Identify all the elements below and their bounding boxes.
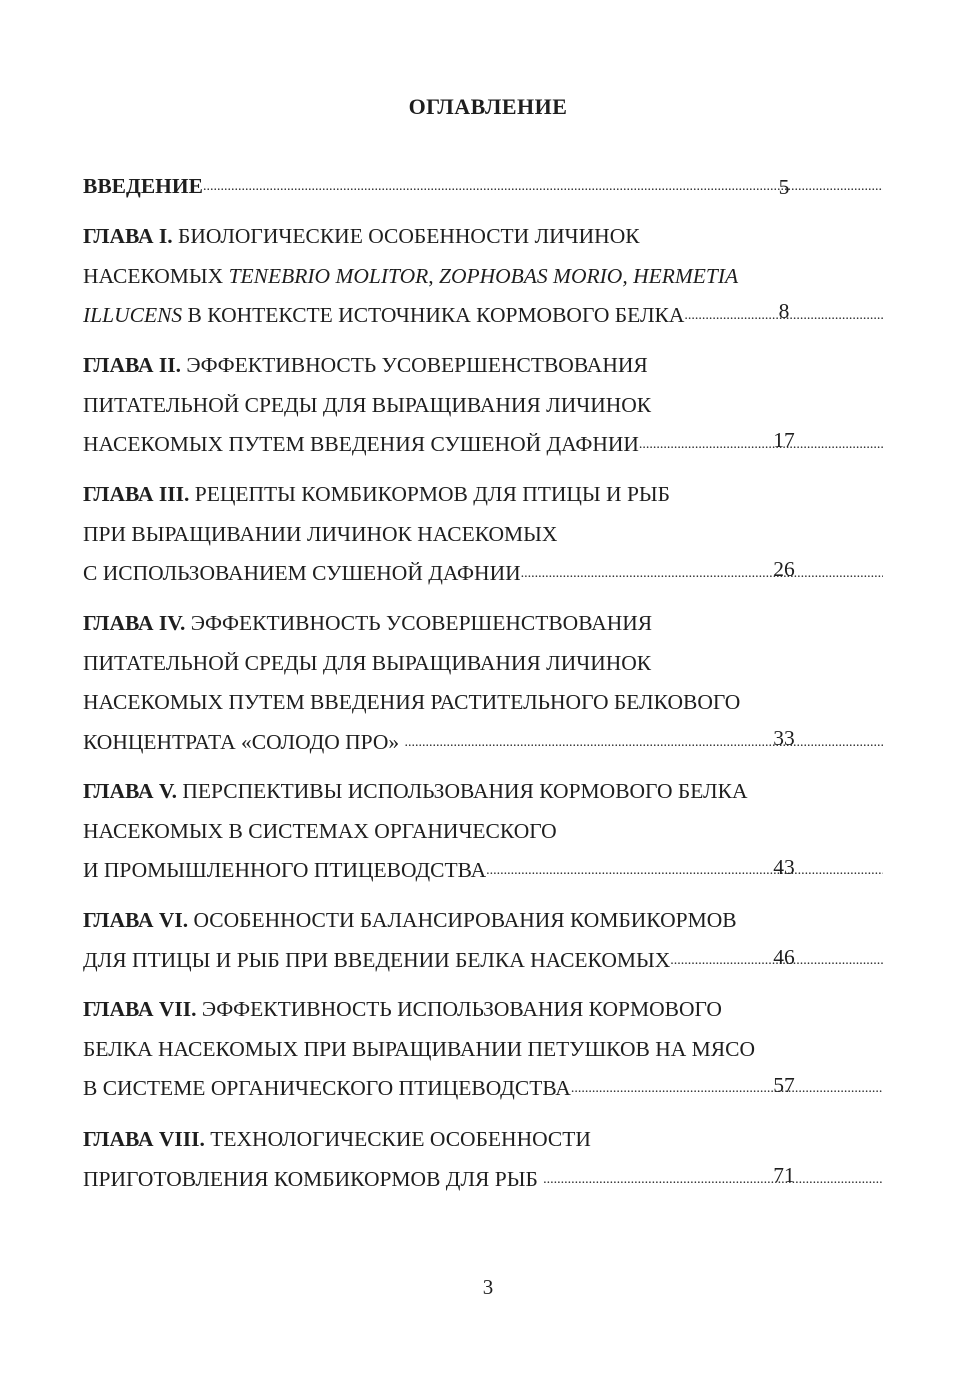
entry-text: ПИТАТЕЛЬНОЙ СРЕДЫ ДЛЯ ВЫРАЩИВАНИЯ ЛИЧИНОК <box>83 650 652 675</box>
page-ref: 17 <box>773 428 795 452</box>
entry-text: БЕЛКА НАСЕКОМЫХ ПРИ ВЫРАЩИВАНИИ ПЕТУШКОВ НА МЯСО <box>83 1036 755 1061</box>
entry-text: В КОНТЕКСТЕ ИСТОЧНИКА КОРМОВОГО БЕЛКА <box>182 303 685 327</box>
entry-text: ПЕРСПЕКТИВЫ ИСПОЛЬЗОВАНИЯ КОРМОВОГО БЕЛКА <box>177 779 748 803</box>
entry-text: БИОЛОГИЧЕСКИЕ ОСОБЕННОСТИ ЛИЧИНОК <box>172 224 640 248</box>
entry-label: ГЛАВА III. <box>83 482 190 506</box>
toc-entry-chapter-7[interactable] <box>83 990 883 1109</box>
toc-entry-chapter-4[interactable] <box>83 604 883 762</box>
leader-dots <box>486 851 883 891</box>
entry-label: ГЛАВА VIII. <box>83 1127 205 1151</box>
entry-text: ОСОБЕННОСТИ БАЛАНСИРОВАНИЯ КОМБИКОРМОВ <box>188 908 737 932</box>
entry-label: ГЛАВА I. <box>83 224 173 248</box>
leader-dots <box>543 1160 883 1200</box>
entry-text: НАСЕКОМЫХ В СИСТЕМАХ ОРГАНИЧЕСКОГО <box>83 818 557 843</box>
toc-title: ОГЛАВЛЕНИЕ <box>408 94 568 119</box>
entry-text: ЭФФЕКТИВНОСТЬ ИСПОЛЬЗОВАНИЯ КОРМОВОГО <box>196 997 722 1021</box>
entry-text: С ИСПОЛЬЗОВАНИЕМ СУШЕНОЙ ДАФНИИ <box>83 561 521 585</box>
species-name: ZOPHOBAS MORIO, HERMETIA <box>439 263 739 288</box>
toc-entry-chapter-3[interactable] <box>83 475 883 594</box>
page-ref: 33 <box>773 726 795 750</box>
page-ref: 46 <box>773 945 795 969</box>
entry-text: ЭФФЕКТИВНОСТЬ УСОВЕРШЕНСТВОВАНИЯ <box>180 353 648 377</box>
entry-text: НАСЕКОМЫХ <box>83 263 229 288</box>
species-name: TENEBRIO MOLITOR <box>228 263 429 288</box>
entry-text: РЕЦЕПТЫ КОМБИКОРМОВ ДЛЯ ПТИЦЫ И РЫБ <box>189 482 670 506</box>
toc-entry-chapter-8[interactable] <box>83 1120 883 1199</box>
leader-dots <box>639 425 883 465</box>
toc-entry-introduction[interactable] <box>83 167 883 207</box>
leader-dots <box>405 723 883 763</box>
page-ref: 57 <box>773 1073 795 1097</box>
entry-label: ГЛАВА VII. <box>83 997 197 1021</box>
entry-text: В СИСТЕМЕ ОРГАНИЧЕСКОГО ПТИЦЕВОДСТВА <box>83 1076 571 1100</box>
entry-text: ДЛЯ ПТИЦЫ И РЫБ ПРИ ВВЕДЕНИИ БЕЛКА НАСЕКОМЫХ <box>83 947 671 972</box>
page-ref: 43 <box>773 855 795 879</box>
entry-label: ВВЕДЕНИЕ <box>83 174 203 198</box>
entry-text: ПРИ ВЫРАЩИВАНИИ ЛИЧИНОК НАСЕКОМЫХ <box>83 521 558 546</box>
page-ref: 8 <box>778 299 790 323</box>
entry-text: ЭФФЕКТИВНОСТЬ УСОВЕРШЕНСТВОВАНИЯ <box>185 611 653 635</box>
page-ref: 26 <box>773 557 795 581</box>
entry-text: ПИТАТЕЛЬНОЙ СРЕДЫ ДЛЯ ВЫРАЩИВАНИЯ ЛИЧИНОК <box>83 392 652 417</box>
toc-entry-chapter-6[interactable] <box>83 901 883 980</box>
page-number: 3 <box>482 1275 494 1299</box>
entry-text: ТЕХНОЛОГИЧЕСКИЕ ОСОБЕННОСТИ <box>204 1127 591 1151</box>
entry-label: ГЛАВА VI. <box>83 908 189 932</box>
toc-entry-chapter-5[interactable] <box>83 772 883 891</box>
entry-text: ПРИГОТОВЛЕНИЯ КОМБИКОРМОВ ДЛЯ РЫБ <box>83 1166 544 1191</box>
leader-dots <box>571 1069 883 1109</box>
entry-text: НАСЕКОМЫХ ПУТЕМ ВВЕДЕНИЯ РАСТИТЕЛЬНОГО БЕЛКОВОГО <box>83 690 741 714</box>
entry-label: ГЛАВА II. <box>83 353 181 377</box>
entry-text: И ПРОМЫШЛЕННОГО ПТИЦЕВОДСТВА <box>83 858 487 882</box>
toc-entry-chapter-2[interactable] <box>83 346 883 465</box>
entry-text: КОНЦЕНТРАТА «СОЛОДО ПРО» <box>83 729 405 754</box>
entry-label: ГЛАВА IV. <box>83 611 186 635</box>
page-ref: 71 <box>773 1163 795 1187</box>
leader-dots <box>521 554 883 594</box>
toc-entry-chapter-1[interactable] <box>83 217 883 336</box>
entry-text: НАСЕКОМЫХ ПУТЕМ ВВЕДЕНИЯ СУШЕНОЙ ДАФНИИ <box>83 432 639 456</box>
page-ref: 5 <box>778 175 790 199</box>
species-name: ILLUCENS <box>83 303 183 327</box>
entry-label: ГЛАВА V. <box>83 779 177 803</box>
entry-text: , <box>428 263 439 288</box>
